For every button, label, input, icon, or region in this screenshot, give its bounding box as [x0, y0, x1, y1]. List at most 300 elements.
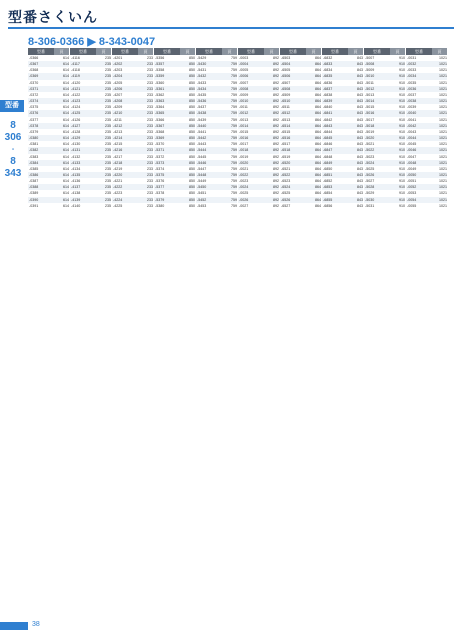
page-ref: 1021	[439, 62, 447, 67]
model-number: -4139	[71, 197, 81, 202]
page-ref: 759	[231, 92, 237, 97]
model-number: -0007	[239, 80, 249, 85]
column-header	[70, 48, 111, 55]
page-ref: 235	[105, 179, 111, 184]
page-ref: 864	[315, 117, 321, 122]
page-ref: 910	[399, 80, 405, 85]
model-number: -5371	[155, 148, 165, 153]
page-ref: 864	[315, 92, 321, 97]
model-number: -0008	[239, 86, 249, 91]
page-ref: 759	[231, 62, 237, 67]
page-ref: 1021	[439, 136, 447, 141]
page-ref: 910	[399, 123, 405, 128]
page-ref: 850	[189, 117, 195, 122]
page-ref: 614	[63, 80, 69, 85]
model-number: -5007	[365, 56, 375, 60]
model-number: -0018	[239, 148, 249, 153]
page-ref: 843	[357, 92, 363, 97]
model-number: -5022	[365, 148, 375, 153]
model-number: -4203	[113, 68, 123, 73]
model-number: -5445	[197, 154, 207, 159]
model-number: -6524	[281, 185, 291, 190]
page-ref: 910	[399, 129, 405, 134]
model-number: -4140	[71, 203, 81, 208]
index-column	[70, 48, 111, 604]
page-ref: 759	[231, 166, 237, 171]
page-ref: 850	[189, 179, 195, 184]
model-number: -5021	[365, 142, 375, 147]
model-number: -5429	[197, 56, 207, 60]
page-ref: 850	[189, 111, 195, 116]
column-header	[238, 48, 279, 55]
model-number: -6503	[281, 56, 291, 60]
page-ref: 850	[189, 148, 195, 153]
table-row	[322, 203, 363, 209]
model-number: -0366	[29, 56, 39, 60]
page-ref: 850	[189, 80, 195, 85]
model-number: -6506	[281, 74, 291, 79]
model-number: -5435	[197, 92, 207, 97]
model-number: -4123	[71, 99, 81, 104]
model-number: -5442	[197, 136, 207, 141]
model-number: -5016	[365, 111, 375, 116]
model-number: -4128	[71, 129, 81, 134]
index-column	[322, 48, 363, 604]
page-ref: 759	[231, 136, 237, 141]
page-ref: 850	[189, 160, 195, 165]
column-header	[364, 48, 405, 55]
model-number: -4217	[113, 154, 123, 159]
page-ref: 614	[63, 172, 69, 177]
page-ref: 235	[105, 68, 111, 73]
page-ref: 233	[147, 56, 153, 60]
page-ref: 864	[315, 179, 321, 184]
page-ref: 1021	[439, 74, 447, 79]
page-ref: 892	[273, 111, 279, 116]
model-number: -5359	[155, 74, 165, 79]
model-number: -4133	[71, 160, 81, 165]
model-number: -0043	[407, 129, 417, 134]
column-header	[406, 48, 447, 55]
page-ref: 233	[147, 117, 153, 122]
model-number: -4223	[113, 191, 123, 196]
model-number: -5444	[197, 148, 207, 153]
page-ref: 233	[147, 185, 153, 190]
model-number: -5367	[155, 123, 165, 128]
page-ref: 759	[231, 74, 237, 79]
page-ref: 892	[273, 136, 279, 141]
model-number: -4126	[71, 117, 81, 122]
page-ref: 233	[147, 197, 153, 202]
page-ref: 843	[357, 117, 363, 122]
header-page: 頁	[348, 48, 363, 55]
page-ref: 759	[231, 197, 237, 202]
model-number: -4130	[71, 142, 81, 147]
model-number: -5378	[155, 191, 165, 196]
model-number: -0055	[407, 203, 417, 208]
model-number: -6840	[323, 105, 333, 110]
table-row	[406, 203, 447, 209]
page-ref: 759	[231, 111, 237, 116]
page-ref: 910	[399, 136, 405, 141]
page-ref: 843	[357, 68, 363, 73]
model-number: -5431	[197, 68, 207, 73]
model-number: -5364	[155, 105, 165, 110]
page-ref: 892	[273, 123, 279, 128]
page-ref: 864	[315, 160, 321, 165]
page-ref: 864	[315, 172, 321, 177]
page-ref: 1021	[439, 86, 447, 91]
page-ref: 843	[357, 142, 363, 147]
page-ref: 850	[189, 86, 195, 91]
page-ref: 1021	[439, 129, 447, 134]
page-ref: 614	[63, 68, 69, 73]
page-ref: 614	[63, 185, 69, 190]
model-number: -6834	[323, 68, 333, 73]
page-ref: 1021	[439, 142, 447, 147]
page-ref: 843	[357, 197, 363, 202]
page-ref: 910	[399, 166, 405, 171]
page-ref: 843	[357, 203, 363, 208]
page-ref: 892	[273, 117, 279, 122]
page-ref: 759	[231, 179, 237, 184]
model-number: -0038	[407, 99, 417, 104]
page-ref: 235	[105, 142, 111, 147]
page-ref: 892	[273, 92, 279, 97]
model-number: -4136	[71, 179, 81, 184]
page-ref: 843	[357, 179, 363, 184]
page-ref: 233	[147, 148, 153, 153]
page-ref: 235	[105, 129, 111, 134]
model-number: -5436	[197, 99, 207, 104]
model-number: -6836	[323, 80, 333, 85]
model-number: -0371	[29, 86, 39, 91]
model-number: -6833	[323, 62, 333, 67]
model-number: -0376	[29, 111, 39, 116]
page-ref: 843	[357, 154, 363, 159]
page-ref: 235	[105, 105, 111, 110]
page-ref: 759	[231, 142, 237, 147]
page-ref: 843	[357, 62, 363, 67]
page-ref: 233	[147, 111, 153, 116]
model-number: -5361	[155, 86, 165, 91]
model-number: -0039	[407, 105, 417, 110]
page-ref: 614	[63, 92, 69, 97]
model-number: -4211	[113, 117, 122, 122]
page-ref: 850	[189, 123, 195, 128]
column-header	[112, 48, 153, 55]
model-number: -0390	[29, 197, 39, 202]
page-ref: 910	[399, 185, 405, 190]
model-number: -5014	[365, 99, 375, 104]
page-ref: 614	[63, 148, 69, 153]
page-ref: 1021	[439, 191, 447, 196]
model-number: -0375	[29, 105, 39, 110]
model-number: -0044	[407, 136, 417, 141]
model-number: -5452	[197, 197, 207, 202]
model-number: -5375	[155, 172, 165, 177]
page-ref: 892	[273, 62, 279, 67]
page-ref: 614	[63, 160, 69, 165]
model-number: -4222	[113, 185, 123, 190]
page-ref: 1021	[439, 105, 447, 110]
page-ref: 892	[273, 56, 279, 60]
index-column	[112, 48, 153, 604]
model-number: -4207	[113, 92, 123, 97]
page-ref: 843	[357, 185, 363, 190]
model-number: -5451	[197, 191, 207, 196]
model-number: -0369	[29, 74, 39, 79]
model-number: -5011	[365, 80, 374, 85]
model-number: -5031	[365, 203, 375, 208]
page-ref: 892	[273, 160, 279, 165]
page-ref: 843	[357, 129, 363, 134]
model-number: -6843	[323, 123, 333, 128]
page-ref: 892	[273, 80, 279, 85]
model-number: -0048	[407, 160, 417, 165]
page-ref: 1021	[439, 160, 447, 165]
page-ref: 864	[315, 74, 321, 79]
page-ref: 910	[399, 160, 405, 165]
page-ref: 864	[315, 203, 321, 208]
model-number: -5448	[197, 172, 207, 177]
model-number: -6519	[281, 154, 291, 159]
model-number: -6853	[323, 185, 333, 190]
model-number: -4208	[113, 99, 123, 104]
model-number: -5008	[365, 62, 375, 67]
page-ref: 614	[63, 105, 69, 110]
page-ref: 892	[273, 86, 279, 91]
model-number: -4131	[71, 148, 81, 153]
header-model: 型番	[112, 48, 138, 55]
header-page: 頁	[390, 48, 405, 55]
header-page: 頁	[264, 48, 279, 55]
page-ref: 1021	[439, 111, 447, 116]
header-model: 型番	[238, 48, 264, 55]
header-model: 型番	[322, 48, 348, 55]
index-column	[28, 48, 69, 604]
model-number: -6517	[281, 142, 291, 147]
header-model: 型番	[364, 48, 390, 55]
model-number: -5358	[155, 68, 165, 73]
model-number: -4215	[113, 142, 123, 147]
model-number: -4124	[71, 105, 81, 110]
model-number: -4129	[71, 136, 81, 141]
model-number: -6510	[281, 99, 291, 104]
page-ref: 843	[357, 111, 363, 116]
model-number: -0020	[239, 160, 249, 165]
model-number: -0023	[239, 179, 249, 184]
page-ref: 843	[357, 136, 363, 141]
model-number: -4120	[71, 80, 81, 85]
model-number: -6854	[323, 191, 333, 196]
model-number: -6849	[323, 160, 333, 165]
model-number: -0013	[239, 117, 249, 122]
page-ref: 850	[189, 185, 195, 190]
page-ref: 759	[231, 203, 237, 208]
model-number: -4125	[71, 111, 81, 116]
model-number: -5438	[197, 111, 207, 116]
table-row	[28, 203, 69, 209]
page-ref: 759	[231, 123, 237, 128]
model-number: -6847	[323, 148, 333, 153]
model-number: -6518	[281, 148, 291, 153]
page-ref: 843	[357, 86, 363, 91]
model-number: -6844	[323, 129, 333, 134]
model-number: -4205	[113, 80, 123, 85]
page-ref: 614	[63, 56, 69, 60]
model-number: -6515	[281, 129, 291, 134]
page-ref: 892	[273, 191, 279, 196]
model-number: -5012	[365, 86, 375, 91]
model-number: -0026	[239, 197, 249, 202]
page-ref: 864	[315, 197, 321, 202]
model-number: -5029	[365, 191, 375, 196]
header-model: 型番	[280, 48, 306, 55]
page-ref: 1021	[439, 99, 447, 104]
page-ref: 614	[63, 123, 69, 128]
page-ref: 1021	[439, 148, 447, 153]
model-number: -4220	[113, 172, 123, 177]
page-ref: 850	[189, 62, 195, 67]
model-number: -5360	[155, 80, 165, 85]
page-ref: 910	[399, 203, 405, 208]
model-number: -4127	[71, 123, 81, 128]
page-ref: 892	[273, 129, 279, 134]
model-number: -4132	[71, 154, 81, 159]
model-number: -5434	[197, 86, 207, 91]
model-number: -0022	[239, 172, 249, 177]
model-number: -4117	[71, 62, 80, 67]
model-number: -0042	[407, 123, 417, 128]
model-number: -5356	[155, 56, 165, 60]
model-number: -6838	[323, 92, 333, 97]
model-number: -6832	[323, 56, 333, 60]
page-ref: 233	[147, 203, 153, 208]
model-number: -5010	[365, 74, 375, 79]
page-ref: 614	[63, 179, 69, 184]
model-number: -5024	[365, 160, 375, 165]
header-page: 頁	[54, 48, 69, 55]
page-ref: 235	[105, 197, 111, 202]
page-ref: 233	[147, 105, 153, 110]
model-number: -4138	[71, 191, 81, 196]
title-rule	[8, 27, 454, 29]
table-row	[196, 203, 237, 209]
page-ref: 910	[399, 191, 405, 196]
model-number: -5372	[155, 154, 165, 159]
page-ref: 843	[357, 80, 363, 85]
page-ref: 759	[231, 68, 237, 73]
page-ref: 614	[63, 142, 69, 147]
model-number: -6521	[281, 166, 291, 171]
page-ref: 892	[273, 99, 279, 104]
model-number: -0010	[239, 99, 249, 104]
model-number: -5453	[197, 203, 207, 208]
model-number: -6852	[323, 179, 333, 184]
page-ref: 759	[231, 56, 237, 60]
model-number: -0037	[407, 92, 417, 97]
model-number: -5368	[155, 129, 165, 134]
page-ref: 759	[231, 86, 237, 91]
model-number: -0367	[29, 62, 39, 67]
column-header	[280, 48, 321, 55]
column-header	[322, 48, 363, 55]
page-ref: 910	[399, 117, 405, 122]
model-number: -4202	[113, 62, 123, 67]
model-number: -0387	[29, 179, 39, 184]
model-number: -0015	[239, 129, 249, 134]
page-ref: 1021	[439, 197, 447, 202]
page-ref: 1021	[439, 56, 447, 60]
page-ref: 1021	[439, 185, 447, 190]
page-ref: 233	[147, 136, 153, 141]
model-number: -5363	[155, 99, 165, 104]
model-number: -5019	[365, 129, 375, 134]
page-ref: 892	[273, 197, 279, 202]
page-ref: 892	[273, 74, 279, 79]
header-page: 頁	[432, 48, 447, 55]
header-page: 頁	[180, 48, 195, 55]
page-ref: 864	[315, 136, 321, 141]
page-ref: 233	[147, 191, 153, 196]
column-header	[196, 48, 237, 55]
page-ref: 235	[105, 166, 111, 171]
page-ref: 614	[63, 191, 69, 196]
page-ref: 759	[231, 117, 237, 122]
model-number: -0384	[29, 160, 39, 165]
model-number: -4219	[113, 166, 123, 171]
model-number: -4121	[71, 86, 81, 91]
model-number: -0006	[239, 74, 249, 79]
page-ref: 864	[315, 80, 321, 85]
model-number: -4212	[113, 123, 123, 128]
page-ref: 235	[105, 154, 111, 159]
model-number: -5373	[155, 160, 165, 165]
header-page: 頁	[222, 48, 237, 55]
page-ref: 614	[63, 197, 69, 202]
model-number: -5027	[365, 179, 375, 184]
page-ref: 892	[273, 185, 279, 190]
model-number: -0378	[29, 123, 39, 128]
page-ref: 1021	[439, 154, 447, 159]
model-number: -0011	[239, 105, 248, 110]
page-ref: 614	[63, 74, 69, 79]
page-ref: 614	[63, 166, 69, 171]
model-number: -4116	[71, 56, 80, 60]
model-number: -0051	[407, 179, 417, 184]
page-ref: 910	[399, 105, 405, 110]
page-ref: 843	[357, 160, 363, 165]
model-number: -5369	[155, 136, 165, 141]
page-ref: 235	[105, 74, 111, 79]
model-number: -6509	[281, 92, 291, 97]
header-page: 頁	[306, 48, 321, 55]
model-number: -4137	[71, 185, 81, 190]
model-number: -6856	[323, 203, 333, 208]
model-number: -5018	[365, 123, 375, 128]
model-number: -5374	[155, 166, 165, 171]
model-number: -0009	[239, 92, 249, 97]
page-ref: 235	[105, 148, 111, 153]
page-ref: 1021	[439, 123, 447, 128]
model-number: -0021	[239, 166, 249, 171]
model-number: -6841	[323, 111, 333, 116]
page-ref: 910	[399, 154, 405, 159]
model-number: -0391	[29, 203, 39, 208]
page-ref: 850	[189, 129, 195, 134]
model-number: -5362	[155, 92, 165, 97]
